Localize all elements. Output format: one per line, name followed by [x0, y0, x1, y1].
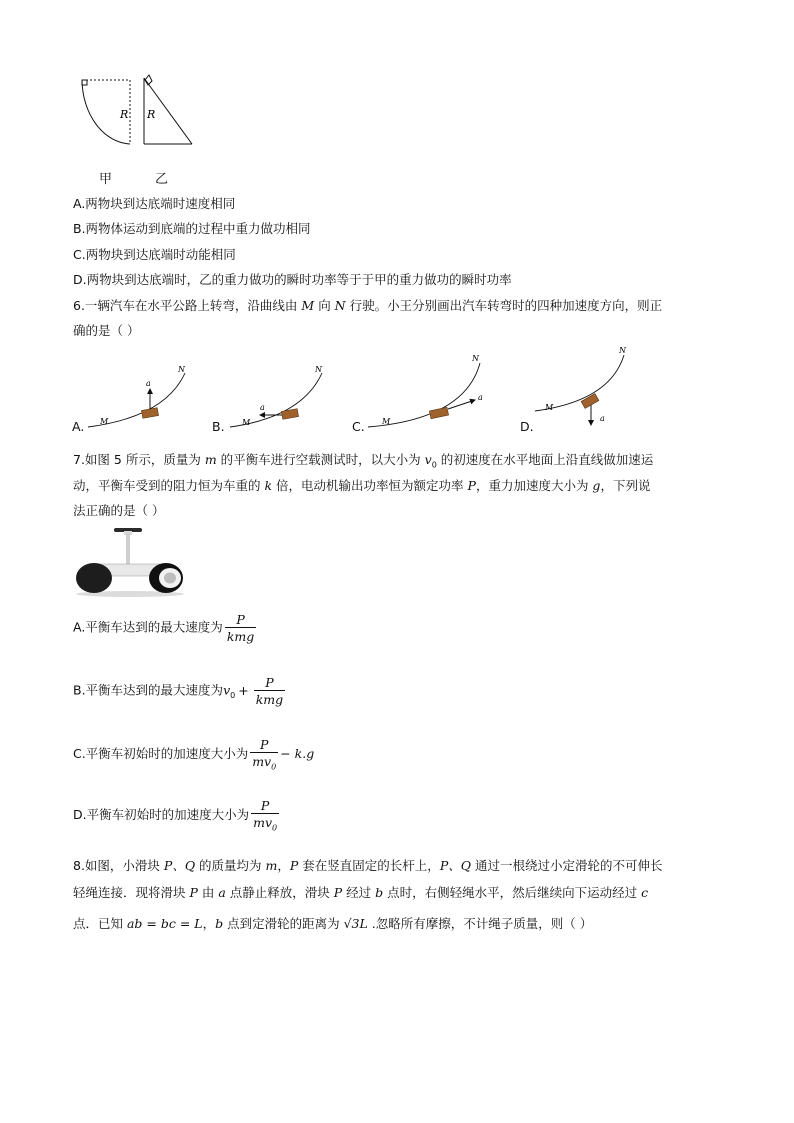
q7-option-d-text: D.平衡车初始时的加速度大小为	[73, 806, 250, 822]
panel-d-m: M	[545, 403, 554, 412]
q8-text: 8.如图，小滑块	[73, 858, 164, 873]
q8-text: .忽略所有摩擦，不计绳子质量，则（ ）	[367, 916, 593, 931]
q7-option-b	[73, 675, 287, 707]
panel-a	[88, 365, 186, 427]
panel-d-n: N	[619, 346, 626, 355]
q7-p: P	[467, 478, 476, 493]
plus-sign: +	[238, 682, 249, 698]
fraction-denominator-text: mv	[252, 754, 272, 769]
q8-equation: ab = bc = L	[126, 916, 203, 931]
q7-option-c-text: C.平衡车初始时的加速度大小为	[73, 745, 249, 761]
fraction-denominator-text: mv	[253, 815, 273, 830]
panel-b-a: a	[260, 403, 265, 412]
q6-n: N	[334, 298, 346, 313]
panel-c	[368, 354, 483, 427]
minus-kg: − k.g	[280, 745, 315, 761]
q8-text: 套在竖直固定的长杆上，	[298, 858, 440, 873]
q6-option-c-letter: C.	[352, 419, 365, 434]
balance-scooter-image	[74, 522, 186, 598]
q7-option-a	[73, 612, 258, 644]
fraction-denominator-sub: 0	[271, 762, 277, 772]
panel-b	[230, 365, 323, 427]
q5-option-a: A.两物块到达底端时速度相同	[73, 196, 236, 211]
q7-text: 的平衡车进行空载测试时，以大小为	[216, 452, 425, 467]
yi-radius-label: R	[147, 108, 156, 121]
q7-v0: v	[223, 682, 231, 698]
q8-text: ，	[277, 858, 290, 873]
q8-p: P	[189, 885, 198, 900]
q8-text: 点．已知	[73, 916, 127, 931]
q6-panels	[70, 345, 670, 437]
q7-option-d	[73, 798, 281, 833]
q8-text: 轻绳连接．现将滑块	[73, 885, 190, 900]
q8-p: P	[289, 858, 299, 873]
fraction-numerator: P	[236, 612, 245, 627]
q7-text: 7.如图 5 所示，质量为	[73, 452, 205, 467]
q7-option-c-fraction	[250, 737, 278, 772]
q8-text: 由	[197, 885, 219, 900]
q7-m: m	[204, 452, 217, 467]
q7-text: ，重力加速度大小为	[475, 478, 593, 493]
q8-stem-line3	[73, 914, 592, 932]
panel-c-m: M	[382, 417, 391, 426]
q8-text: 经过	[342, 885, 376, 900]
panel-d-a: a	[600, 414, 605, 423]
q7-stem-line1	[73, 450, 653, 470]
q7-v0-sub: 0	[230, 691, 236, 700]
q8-p: P	[333, 885, 343, 900]
panel-b-n: N	[315, 365, 322, 374]
q6-option-d-letter: D.	[520, 419, 534, 434]
fraction-denominator-sub: 0	[272, 823, 278, 833]
panel-b-m: M	[242, 418, 251, 427]
caption-yi: 乙	[155, 172, 169, 187]
q8-b: b	[215, 916, 224, 931]
q7-text: 动，平衡车受到的阻力恒为车重的	[73, 478, 265, 493]
q8-text: 点时，右侧轻绳水平，然后继续向下运动经过	[383, 885, 642, 900]
q7-text: 的初速度在水平地面上沿直线做加速运	[436, 452, 654, 467]
q8-stem-line2	[73, 883, 648, 901]
q7-option-b-text: B.平衡车达到的最大速度为	[73, 682, 224, 698]
q7-k: k	[264, 478, 273, 493]
q6-option-a-letter: A.	[72, 419, 85, 434]
q7-stem-line3: 法正确的是（ ）	[73, 503, 165, 518]
q5-option-b: B.两物体运动到底端的过程中重力做功相同	[73, 221, 311, 236]
fraction-numerator: P	[265, 675, 274, 690]
q6-text: 行驶。小王分别画出汽车转弯时的四种加速度方向，则正	[345, 298, 663, 313]
panel-d	[535, 346, 627, 425]
fraction-denominator: kmg	[255, 692, 284, 707]
q7-text: 倍，电动机输出功率恒为额定功率	[272, 478, 468, 493]
q5-option-d: D.两物块到达底端时，乙的重力做功的瞬时功率等于于甲的重力做功的瞬时功率	[73, 272, 512, 287]
caption-jia: 甲	[99, 172, 113, 187]
q5-option-c: C.两物块到达底端时动能相同	[73, 247, 236, 262]
q8-stem-line1	[73, 856, 662, 874]
jia-right-angle	[82, 80, 87, 85]
q8-text: 通过一根绕过小定滑轮的不可伸长	[470, 858, 663, 873]
q7-v0-sub: 0	[431, 460, 437, 470]
fraction-numerator: P	[260, 737, 269, 752]
panel-a-a: a	[146, 379, 151, 388]
fraction-denominator: kmg	[226, 629, 255, 644]
q6-text: 向	[314, 298, 335, 313]
q8-pq: P、Q	[163, 858, 196, 873]
q8-c: c	[641, 885, 649, 900]
q8-text: 点到定滑轮的距离为	[223, 916, 344, 931]
q7-g: g	[592, 478, 601, 493]
figure-jia-yi	[70, 72, 200, 192]
q7-v0: v	[424, 452, 432, 467]
q8-text: 点静止释放，滑块	[225, 885, 334, 900]
q8-sqrt: √3L	[343, 916, 368, 931]
panel-a-n: N	[178, 365, 185, 374]
q8-m: m	[265, 858, 278, 873]
q7-option-c	[73, 737, 314, 772]
q8-pq: P、Q	[439, 858, 471, 873]
q7-stem-line2	[73, 476, 650, 494]
panel-c-n: N	[472, 354, 479, 363]
q6-m: M	[301, 298, 315, 313]
q6-text: 6.一辆汽车在水平公路上转弯，沿曲线由	[73, 298, 302, 313]
fraction-denominator	[250, 752, 278, 772]
q7-option-a-text: A.平衡车达到的最大速度为	[73, 619, 223, 635]
q6-option-b-letter: B.	[212, 419, 225, 434]
fraction-numerator: P	[260, 798, 270, 813]
q8-text: 的质量均为	[195, 858, 266, 873]
q7-option-a-fraction	[225, 612, 256, 644]
q7-option-b-fraction	[254, 675, 285, 707]
q8-text: ，	[202, 916, 216, 931]
panel-a-m: M	[100, 417, 109, 426]
fraction-denominator	[251, 813, 279, 833]
q6-stem-line1	[73, 296, 662, 314]
q8-b: b	[375, 885, 384, 900]
jia-radius-label: R	[120, 108, 129, 121]
q7-text: ，下列说	[600, 478, 651, 493]
q6-stem-line2: 确的是（ ）	[73, 323, 140, 338]
q8-a: a	[218, 885, 226, 900]
panel-c-a: a	[478, 393, 483, 402]
q7-option-d-fraction	[251, 798, 279, 833]
